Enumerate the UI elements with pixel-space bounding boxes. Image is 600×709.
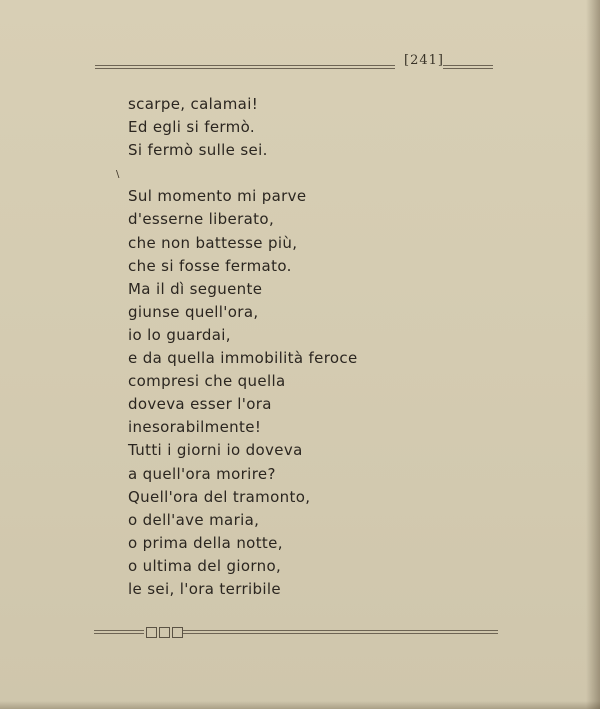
poem-line: d'esserne liberato, [128,210,275,229]
poem-line: io lo guardai, [128,325,231,344]
poem-line: Si fermò sulle sei. [128,141,268,160]
poem-line: Quell'ora del tramonto, [128,487,311,506]
poem-line: giunse quell'ora, [128,302,259,321]
poem-line: e da quella immobilità feroce [128,349,358,368]
poem-line: o dell'ave maria, [128,510,260,529]
poem-line: Ed egli si fermò. [128,118,256,137]
poem-line: che non battesse più, [128,233,298,252]
ornament-box [146,627,157,638]
ornament-box [159,627,170,638]
page-number: [241] [404,53,444,68]
stanza-gap [128,162,428,185]
poem-line: che si fosse fermato. [128,256,292,275]
poem-line: scarpe, calamai! [128,95,259,113]
page-bottom-shadow [0,701,600,709]
poem-line: le sei, l'ora terribile [128,579,281,598]
ink-mark: \ [116,169,120,180]
poem-line: a quell'ora morire? [128,464,276,483]
poem-line: Tutti i giorni io doveva [128,441,303,460]
ornament-box [172,627,183,638]
page-edge-shadow [586,0,600,709]
footer-ornament [146,627,183,638]
poem-line: Sul momento mi parve [128,187,307,206]
poem-line: o prima della notte, [128,533,283,552]
poem-line: inesorabilmente! [128,418,262,437]
poem-line: o ultima del giorno, [128,556,282,575]
poem-text [128,93,428,601]
poem-line: compresi che quella [128,372,286,391]
poem-line: doveva esser l'ora [128,395,272,414]
poem-line: Ma il dì seguente [128,279,263,298]
